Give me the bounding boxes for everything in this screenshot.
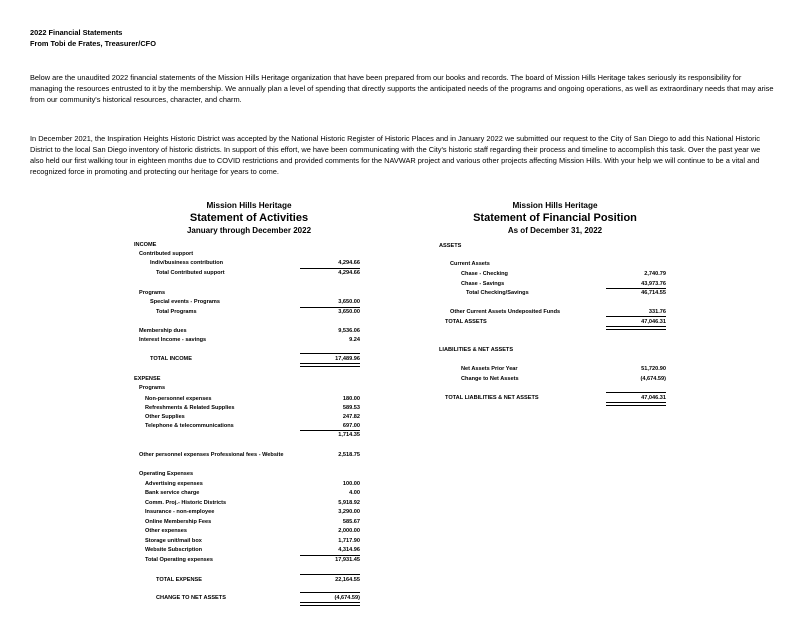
interest-amount: 9.24 — [349, 337, 360, 343]
total-opex-amount: 17,931.45 — [335, 557, 360, 563]
storage-label: Storage unit/mail box — [145, 538, 202, 544]
otherpers-label: Other personnel expenses Professional fees - Website — [139, 452, 284, 458]
bank-label: Bank service charge — [145, 490, 200, 496]
nonpersonnel-amount: 180.00 — [342, 396, 360, 402]
rule — [606, 392, 666, 393]
undeposited-amount: 331.76 — [648, 309, 666, 315]
website-amount: 4,314.96 — [338, 547, 360, 553]
assets-label: ASSETS — [439, 243, 462, 249]
special-events-label: Special events - Programs — [150, 299, 220, 305]
intro-paragraph-1: Below are the unaudited 2022 financial statements of the Mission Hills Heritage organization that have been prepared from our books and records. The board of Mission Hills Heritage takes seriously its responsibility for managing the resources entrusted to it by the membership. We annually plan a level of spending that directly supports the anticipated needs of the programs and ongoing operations, as well as extraordinary needs that may arise from our community's historical resources, character, and charm. — [30, 73, 774, 104]
otherexp-label: Other expenses — [145, 528, 187, 534]
double-rule — [300, 363, 360, 367]
ins-amount: 3,290.00 — [338, 509, 360, 515]
document-title — [30, 27, 156, 49]
chg-label: Change to Net Assets — [461, 376, 519, 382]
double-rule — [300, 602, 360, 606]
rule — [300, 353, 360, 354]
double-rule — [606, 402, 666, 406]
total-expense-label: TOTAL EXPENSE — [156, 577, 203, 583]
checking-amount: 2,740.79 — [644, 271, 666, 277]
dues-label: Membership dues — [139, 328, 187, 334]
ins-label: Insurance - non-employee — [145, 509, 215, 515]
checking-label: Chase - Checking — [461, 271, 508, 277]
dues-amount: 9,536.06 — [338, 328, 360, 334]
title-line: 2022 Financial Statements — [30, 28, 123, 37]
telephone-amount: 697.00 — [342, 423, 360, 429]
intro-paragraph-2: In December 2021, the Inspiration Heights Historic District was accepted by the National Historic Register of Historic Places and in January 2022 we submitted our request to the City of San Diego to add this National Historic District to the local San Diego inventory of historic districts. In support of this effort, we have been communicating with the City's historic staff regarding their process and timeline to accomplish this task. Over the past year we also held our first walking tour in eighteen months due to COVID restrictions and provided comments for the NAVWAR project and various other projects affecting Mission Hills. With your help we will continue to be a vital and recognized force in promoting and protecting our heritage for years to come. — [30, 134, 761, 176]
total-programs-label: Total Programs — [156, 309, 197, 315]
otherpers-amount: 2,518.75 — [338, 452, 360, 458]
prior-amount: 51,720.90 — [641, 366, 666, 372]
income-label: INCOME — [134, 242, 157, 248]
comm-label: Comm. Proj.- Historic Districts — [145, 500, 227, 506]
special-events-amount: 3,650.00 — [338, 299, 360, 305]
total-contrib-amount: 4,294.66 — [338, 270, 360, 276]
total-income-amount: 17,489.96 — [335, 356, 360, 362]
total-assets-amount: 47,046.31 — [641, 319, 666, 325]
rule — [300, 574, 360, 575]
position-period: As of December 31, 2022 — [507, 226, 603, 235]
online-label: Online Membership Fees — [145, 519, 212, 525]
adv-amount: 100.00 — [342, 481, 360, 487]
rule — [606, 316, 666, 317]
indiv-label: Indiv/business contribution — [150, 260, 224, 266]
total-expense-amount: 22,164.55 — [335, 577, 360, 583]
total-assets-label: TOTAL ASSETS — [445, 319, 487, 325]
total-liab-label: TOTAL LIABILITIES & NET ASSETS — [445, 395, 539, 401]
activities-title: Statement of Activities — [189, 212, 309, 224]
bank-amount: 4.00 — [349, 490, 360, 496]
contributed-label: Contributed support — [139, 251, 194, 257]
telephone-label: Telephone & telecommunications — [145, 423, 234, 429]
position-title: Statement of Financial Position — [473, 212, 637, 224]
chg-amount: (4,674.59) — [640, 376, 666, 382]
nonpersonnel-label: Non-personnel expenses — [145, 396, 212, 402]
double-rule — [606, 326, 666, 330]
total-cs-amount: 46,714.55 — [641, 290, 666, 296]
savings-label: Chase - Savings — [461, 281, 505, 287]
savings-amount: 43,973.76 — [641, 281, 666, 287]
author-line: From Tobi de Frates, Treasurer/CFO — [30, 39, 156, 48]
exp-programs-label: Programs — [139, 385, 166, 391]
undeposited-label: Other Current Assets Undeposited Funds — [450, 309, 561, 315]
expense-label: EXPENSE — [134, 376, 161, 382]
change-label: CHANGE TO NET ASSETS — [156, 595, 226, 601]
total-contrib-label: Total Contributed support — [156, 270, 225, 276]
online-amount: 585.67 — [342, 519, 360, 525]
adv-label: Advertising expenses — [145, 481, 203, 487]
indiv-amount: 4,294.66 — [338, 260, 360, 266]
total-cs-label: Total Checking/Savings — [466, 290, 529, 296]
total-opex-label: Total Operating expenses — [145, 557, 213, 563]
total-liab-amount: 47,046.31 — [641, 395, 666, 401]
position-org: Mission Hills Heritage — [512, 201, 598, 210]
activities-org: Mission Hills Heritage — [206, 201, 292, 210]
storage-amount: 1,717.90 — [338, 538, 360, 544]
otherexp-amount: 2,000.00 — [338, 528, 360, 534]
current-assets-label: Current Assets — [450, 261, 490, 267]
prior-label: Net Assets Prior Year — [461, 366, 518, 372]
programs-subtotal: 1,714.35 — [338, 432, 360, 438]
rule — [300, 592, 360, 593]
refresh-amount: 589.53 — [342, 405, 360, 411]
activities-period: January through December 2022 — [186, 226, 312, 235]
refresh-label: Refreshments & Related Supplies — [145, 405, 235, 411]
othersup-label: Other Supplies — [145, 414, 185, 420]
othersup-amount: 247.82 — [342, 414, 360, 420]
liab-label: LIABILITIES & NET ASSETS — [439, 347, 514, 353]
programs-label: Programs — [139, 290, 166, 296]
position-header — [440, 200, 670, 237]
interest-label: Interest Income - savings — [139, 337, 207, 343]
total-programs-amount: 3,650.00 — [338, 309, 360, 315]
comm-amount: 5,918.92 — [338, 500, 360, 506]
change-amount: (4,674.59) — [334, 595, 360, 601]
opex-label: Operating Expenses — [139, 471, 194, 477]
activities-header — [140, 200, 358, 237]
website-label: Website Subscription — [145, 547, 203, 553]
total-income-label: TOTAL INCOME — [150, 356, 192, 362]
